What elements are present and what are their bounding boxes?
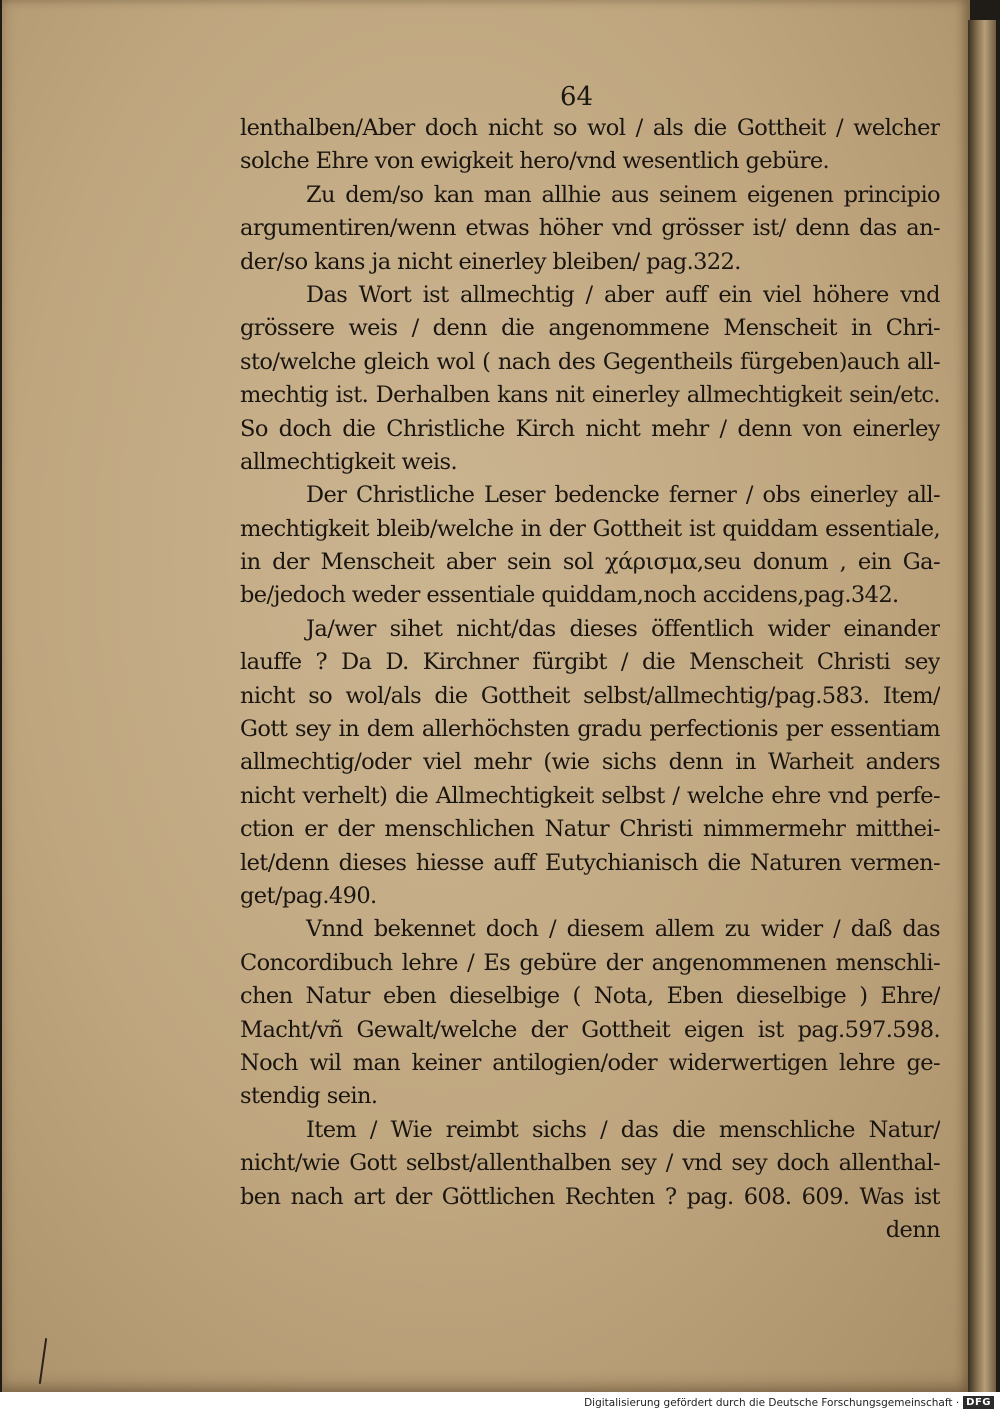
dfg-logo: DFG <box>963 1396 994 1409</box>
page-number: 64 <box>560 82 594 112</box>
digitization-footer <box>584 1396 994 1409</box>
text-line: stendig sein. <box>240 1083 378 1110</box>
text-line: mechtigkeit bleib/welche in der Gottheit ist quiddam essentiale, <box>240 515 940 542</box>
page-edge <box>968 20 996 1392</box>
text-line: Noch wil man keiner antilogien/oder widerwertigen lehre ge- <box>240 1049 940 1076</box>
text-line: Der Christliche Leser bedencke ferner / obs einerley all- <box>306 482 940 509</box>
text-line: ben nach art der Göttlichen Rechten ? pag. 608. 609. Was ist <box>240 1183 940 1210</box>
book-page <box>2 0 970 1392</box>
text-line: nicht/wie Gott selbst/allenthalben sey / vnd sey doch allenthal- <box>240 1150 940 1177</box>
text-line: Item / Wie reimbt sichs / das die menschliche Natur/ <box>306 1116 940 1143</box>
footer-text: Digitalisierung gefördert durch die Deutsche Forschungsgemeinschaft · <box>584 1396 960 1409</box>
catchword: denn <box>885 1216 940 1243</box>
text-line: Concordibuch lehre / Es gebüre der angenommenen menschli- <box>240 949 940 976</box>
text-line: Macht/vñ Gewalt/welche der Gottheit eigen ist pag.597.598. <box>240 1016 940 1043</box>
text-line: grössere weis / denn die angenommene Menscheit in Chri- <box>240 315 940 342</box>
text-line: Ja/wer sihet nicht/das dieses öffentlich wider einander <box>306 615 940 642</box>
text-line: nicht verhelt) die Allmechtigkeit selbst / welche ehre vnd perfe- <box>240 782 940 809</box>
text-line: let/denn dieses hiesse auff Eutychianisch die Naturen vermen- <box>240 849 940 876</box>
body-text <box>240 112 940 1247</box>
text-line: mechtig ist. Derhalben kans nit einerley allmechtigkeit sein/etc. <box>240 382 940 409</box>
text-line: Zu dem/so kan man allhie aus seinem eigenen principio <box>306 181 940 208</box>
text-line: Vnnd bekennet doch / diesem allem zu wider / daß das <box>306 916 940 943</box>
text-line: argumentiren/wenn etwas höher vnd grösser ist/ denn das an- <box>240 215 940 242</box>
text-line: der/so kans ja nicht einerley bleiben/ pag.322. <box>240 248 741 275</box>
text-line: ction er der menschlichen Natur Christi nimmermehr mitthei- <box>240 816 940 843</box>
text-line: Gott sey in dem allerhöchsten gradu perfectionis per essentiam <box>240 716 940 743</box>
text-line: sto/welche gleich wol ( nach des Gegentheils fürgeben)auch all- <box>240 348 940 375</box>
text-line: lenthalben/Aber doch nicht so wol / als die Gottheit / welcher <box>240 115 940 141</box>
text-line: get/pag.490. <box>240 882 377 909</box>
text-line: be/jedoch weder essentiale quiddam,noch accidens,pag.342. <box>240 582 899 609</box>
text-line: chen Natur eben dieselbige ( Nota, Eben dieselbige ) Ehre/ <box>240 983 940 1010</box>
text-line: lauffe ? Da D. Kirchner fürgibt / die Menscheit Christi sey <box>240 649 940 676</box>
text-line: allmechtig/oder viel mehr (wie sichs denn in Warheit anders <box>240 749 940 776</box>
text-line: Das Wort ist allmechtig / aber auff ein viel höhere vnd <box>306 281 940 308</box>
text-line: allmechtigkeit weis. <box>240 448 457 475</box>
text-line: in der Menscheit aber sein sol χάρισμα,seu donum , ein Ga- <box>240 549 940 576</box>
text-line: nicht so wol/als die Gottheit selbst/allmechtig/pag.583. Item/ <box>240 682 940 709</box>
text-line: solche Ehre von ewigkeit hero/vnd wesentlich gebüre. <box>240 148 830 175</box>
text-line: So doch die Christliche Kirch nicht mehr / denn von einerley <box>240 415 940 442</box>
